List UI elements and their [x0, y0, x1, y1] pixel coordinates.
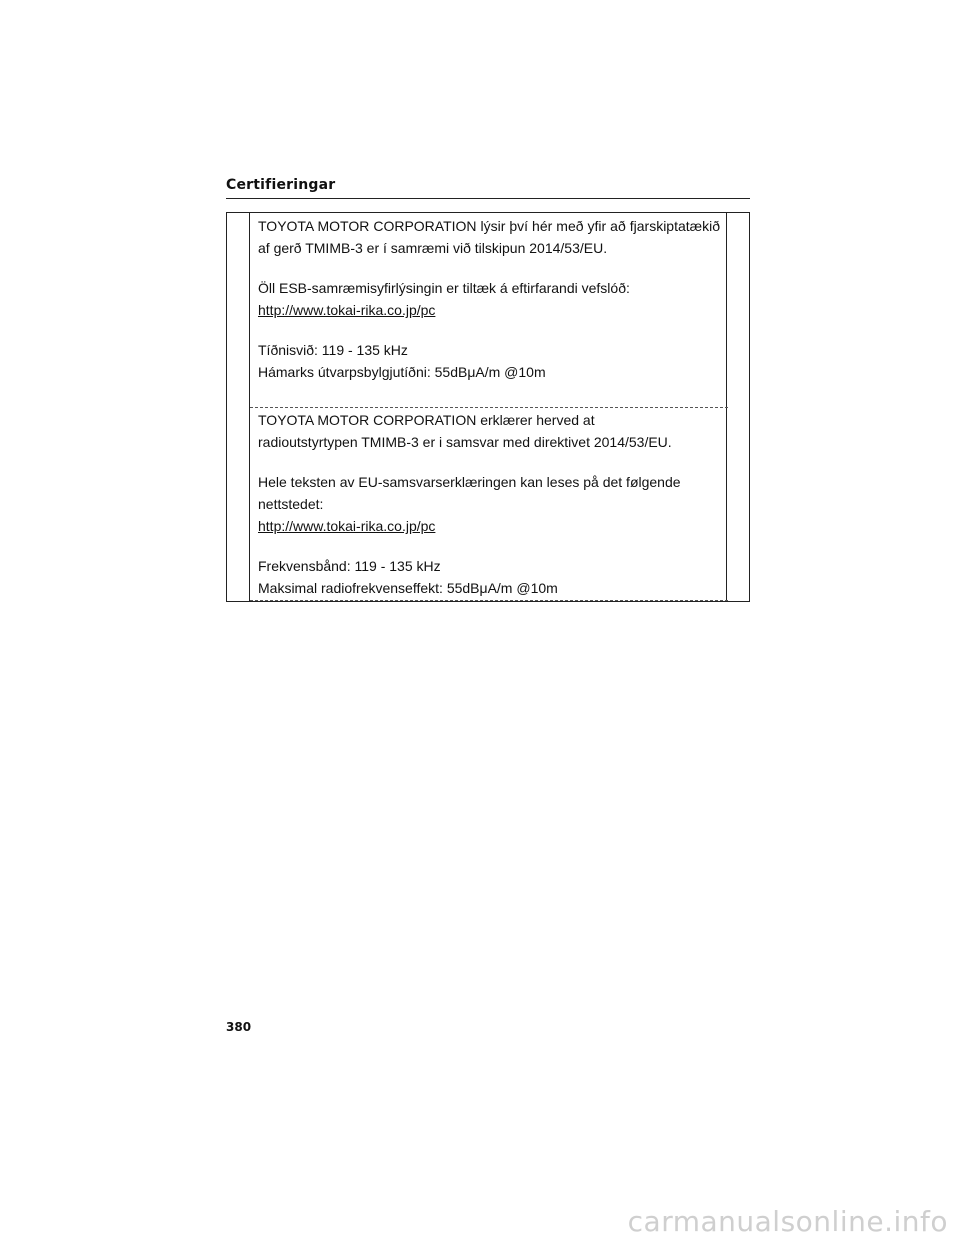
norwegian-max-power: Maksimal radiofrekvenseffekt: 55dBμA/m @10m — [258, 580, 558, 596]
table-right-column — [726, 213, 749, 601]
norwegian-full-text-label: Hele teksten av EU-samsvarserklæringen kan leses på det følgende nettstedet: — [258, 474, 681, 512]
icelandic-url-link[interactable]: http://www.tokai-rika.co.jp/pc — [258, 302, 436, 318]
icelandic-full-text-label: Öll ESB-samræmisyfirlýsingin er tiltæk á eftirfarandi vefslóð: — [258, 280, 630, 296]
certification-table — [226, 212, 750, 602]
watermark: carmanualsonline.info — [627, 1205, 948, 1238]
table-left-column — [227, 213, 250, 601]
section-title: Certifieringar — [226, 177, 336, 193]
icelandic-declaration: TOYOTA MOTOR CORPORATION lýsir því hér með yfir að fjarskiptatækið af gerð TMIMB-3 er í samræmi við tilskipun 2014/53/EU. — [258, 218, 720, 256]
norwegian-frequency: Frekvensbånd: 119 - 135 kHz — [258, 558, 441, 574]
norwegian-certification-cell — [250, 409, 728, 601]
title-divider — [226, 198, 750, 199]
icelandic-frequency: Tíðnisvið: 119 - 135 kHz — [258, 342, 408, 358]
page-number: 380 — [226, 1020, 252, 1034]
norwegian-declaration-line2: radioutstyrtypen TMIMB-3 er i samsvar med direktivet 2014/53/EU. — [258, 434, 672, 450]
icelandic-max-power: Hámarks útvarpsbylgjutíðni: 55dBμA/m @10m — [258, 364, 546, 380]
norwegian-url-link[interactable]: http://www.tokai-rika.co.jp/pc — [258, 518, 436, 534]
norwegian-declaration-line1: TOYOTA MOTOR CORPORATION erklærer herved at — [258, 412, 595, 428]
icelandic-certification-cell — [250, 213, 728, 408]
